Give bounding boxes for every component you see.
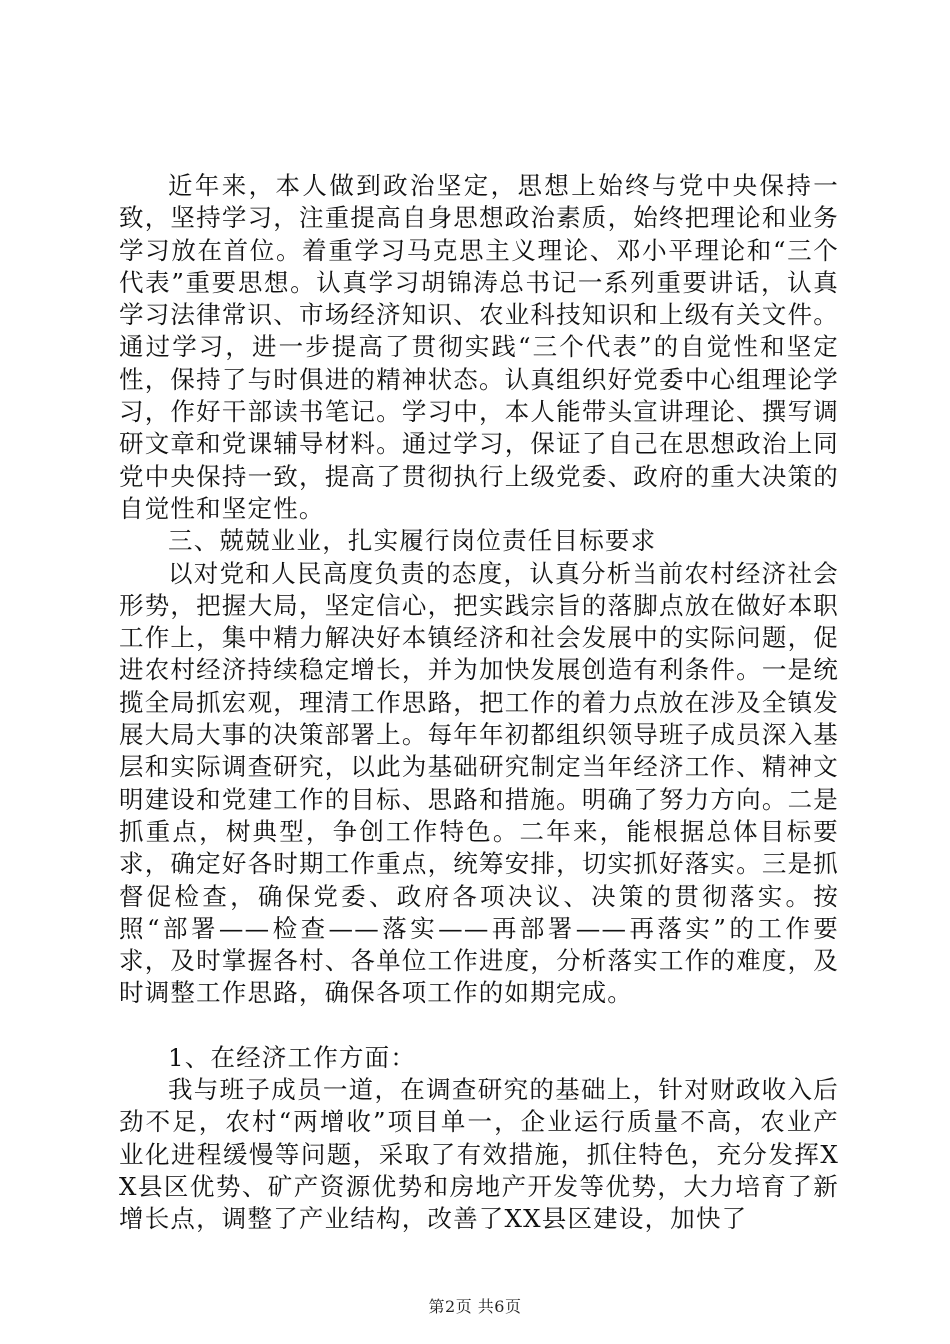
page-number-footer: 第2页 共6页	[428, 1297, 522, 1316]
paragraph-study: 近年来，本人做到政治坚定，思想上始终与党中央保持一致，坚持学习，注重提高自身思想政治素质，始终把理论和业务学习放在首位。着重学习马克思主义理论、邓小平理论和“三个代表”重要思想。认真学习胡锦涛总书记一系列重要讲话，认真学习法律常识、市场经济知识、农业科技知识和上级有关文件。通过学习，进一步提高了贯彻实践“三个代表”的自觉性和坚定性，保持了与时俱进的精神状态。认真组织好党委中心组理论学习，作好干部读书笔记。学习中，本人能带头宣讲理论、撰写调研文章和党课辅导材料。通过学习，保证了自己在思想政治上同党中央保持一致，提高了贯彻执行上级党委、政府的重大决策的自觉性和坚定性。	[119, 171, 839, 523]
subsection-heading-economy: 1、在经济工作方面：	[168, 1042, 417, 1072]
paragraph-spacer	[119, 1010, 839, 1042]
paragraph-economy: 我与班子成员一道，在调查研究的基础上，针对财政收入后劲不足，农村“两增收”项目单一，企业运行质量不高，农业产业化进程缓慢等问题，采取了有效措施，抓住特色，充分发挥XX县区优势、矿产资源优势和房地产开发等优势，大力培育了新增长点，调整了产业结构，改善了XX县区建设，加快了	[119, 1075, 839, 1234]
section-heading-3: 三、兢兢业业，扎实履行岗位责任目标要求	[168, 526, 657, 556]
document-body	[119, 170, 839, 1236]
paragraph-duties: 以对党和人民高度负责的态度，认真分析当前农村经济社会形势，把握大局，坚定信心，把实践宗旨的落脚点放在做好本职工作上，集中精力解决好本镇经济和社会发展中的实际问题，促进农村经济持续稳定增长，并为加快发展创造有利条件。一是统揽全局抓宏观，理清工作思路，把工作的着力点放在涉及全镇发展大局大事的决策部署上。每年年初都组织领导班子成员深入基层和实际调查研究，以此为基础研究制定当年经济工作、精神文明建设和党建工作的目标、思路和措施。明确了努力方向。二是抓重点，树典型，争创工作特色。二年来，能根据总体目标要求，确定好各时期工作重点，统筹安排，切实抓好落实。三是抓督促检查，确保党委、政府各项决议、决策的贯彻落实。按照“部署——检查——落实——再部署——再落实”的工作要求，及时掌握各村、各单位工作进度，分析落实工作的难度，及时调整工作思路，确保各项工作的如期完成。	[119, 558, 839, 1008]
